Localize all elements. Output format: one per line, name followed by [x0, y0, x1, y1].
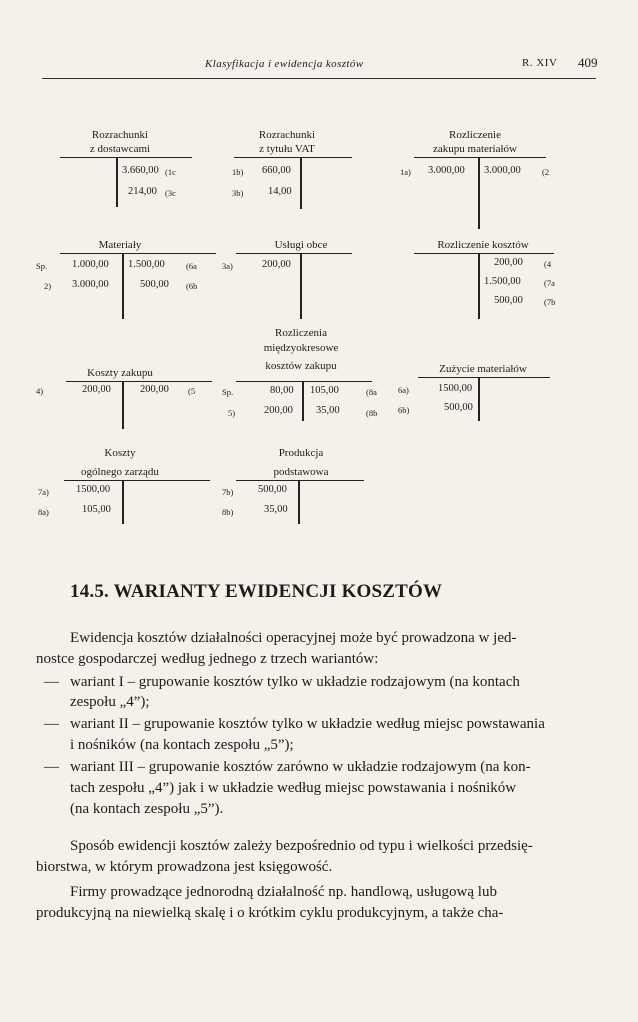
running-header-title: Klasyfikacja i ewidencja kosztów — [205, 58, 364, 70]
entry-ref: (7a — [544, 278, 555, 288]
account-divider — [478, 377, 480, 421]
account-name-line: kosztów zakupu — [265, 360, 337, 372]
account-name-line: podstawowa — [273, 466, 329, 478]
account-top-bar — [234, 157, 352, 158]
bullet-line: i nośników (na kontach zespołu „5”); — [70, 737, 294, 753]
entry-ref: (7b — [544, 297, 556, 307]
account-name-line: zakupu materiałów — [433, 143, 517, 155]
account-name-line: Produkcja — [278, 447, 324, 459]
debit-value: 80,00 — [270, 385, 294, 396]
account-name-line: z dostawcami — [89, 143, 151, 155]
debit-value: 3.000,00 — [72, 279, 109, 290]
debit-value: 200,00 — [262, 259, 291, 270]
account-name-line: Materiały — [98, 239, 142, 251]
credit-value: 1.500,00 — [484, 276, 521, 287]
section-heading: 14.5. WARIANTY EWIDENCJI KOSZTÓW — [70, 581, 443, 602]
bullet-line: zespołu „4”); — [70, 694, 150, 710]
account-divider — [298, 480, 300, 524]
entry-label: Sp. — [36, 261, 48, 271]
account-divider — [302, 381, 304, 421]
account-divider — [478, 157, 480, 229]
bullet-dash: — — [44, 759, 59, 775]
account-name-line: Usługi obce — [274, 239, 328, 251]
credit-value: 1.500,00 — [128, 259, 165, 270]
entry-ref: (4 — [544, 259, 552, 269]
bullet-line: wariant I – grupowanie kosztów tylko w układzie rodzajowym (na kontach — [70, 674, 520, 690]
entry-label: 3b) — [232, 188, 244, 198]
account-name-line: ogólnego zarządu — [81, 466, 159, 478]
credit-value: 200,00 — [140, 384, 169, 395]
account-name-line: Koszty — [104, 447, 136, 459]
chapter-label: R. XIV — [522, 57, 558, 69]
entry-label: 8b) — [222, 507, 234, 517]
paragraph-line: Ewidencja kosztów działalności operacyjnej może być prowadzona w jed- — [70, 630, 517, 646]
entry-label: Sp. — [222, 387, 234, 397]
bullet-dash: — — [44, 674, 59, 690]
entry-ref: (5 — [188, 386, 196, 396]
account-top-bar — [418, 377, 550, 378]
credit-value: 105,00 — [310, 385, 339, 396]
credit-value: 500,00 — [140, 279, 169, 290]
debit-value: 3.000,00 — [428, 165, 465, 176]
account-name-line: międzyokresowe — [263, 342, 339, 354]
bullet-dash: — — [44, 716, 59, 732]
entry-label: 7a) — [38, 487, 49, 497]
account-name-line: z tytułu VAT — [259, 143, 315, 155]
page-number: 409 — [578, 55, 598, 70]
paragraph-line: Sposób ewidencji kosztów zależy bezpośrednio od typu i wielkości przedsię- — [70, 838, 533, 854]
account-name-line: Rozrachunki — [258, 129, 316, 141]
credit-value: 3.660,00 — [122, 165, 159, 176]
entry-label: 1b) — [232, 167, 244, 177]
entry-label: 8a) — [38, 507, 49, 517]
entry-ref: (6a — [186, 261, 197, 271]
entry-label: 5) — [228, 408, 236, 418]
paragraph-line: biorstwa, w którym prowadzona jest księgowość. — [36, 859, 333, 875]
account-name-line: Rozliczenie kosztów — [437, 239, 529, 251]
account-top-bar — [60, 253, 216, 254]
entry-ref: (6b — [186, 281, 198, 291]
account-divider — [478, 253, 480, 319]
paragraph-line: Firmy prowadzące jednorodną działalność np. handlową, usługową lub — [70, 884, 497, 900]
credit-value: 214,00 — [128, 186, 157, 197]
entry-ref: (8b — [366, 408, 378, 418]
account-name-line: Koszty zakupu — [87, 367, 153, 379]
account-name-line: Rozliczenia — [275, 327, 327, 339]
entry-label: 6a) — [398, 385, 409, 395]
account-divider — [116, 157, 118, 207]
account-name-line: Rozrachunki — [91, 129, 149, 141]
debit-value: 1.000,00 — [72, 259, 109, 270]
account-top-bar — [414, 157, 546, 158]
account-name-line: Rozliczenie — [449, 129, 501, 141]
account-top-bar — [414, 253, 554, 254]
account-top-bar — [60, 157, 192, 158]
debit-value: 14,00 — [268, 186, 292, 197]
account-top-bar — [236, 381, 372, 382]
credit-value: 200,00 — [494, 257, 523, 268]
account-name-line: Zużycie materiałów — [439, 363, 527, 375]
debit-value: 200,00 — [264, 405, 293, 416]
entry-label: 3a) — [222, 261, 233, 271]
account-top-bar — [64, 480, 210, 481]
debit-value: 660,00 — [262, 165, 291, 176]
debit-value: 1500,00 — [76, 484, 111, 495]
bullet-line: wariant III – grupowanie kosztów zarówno w układzie rodzajowym (na kon- — [70, 759, 531, 775]
debit-value: 1500,00 — [438, 383, 473, 394]
credit-value: 35,00 — [316, 405, 340, 416]
account-top-bar — [236, 480, 364, 481]
bullet-line: (na kontach zespołu „5”). — [70, 801, 224, 817]
account-divider — [122, 480, 124, 524]
entry-label: 6b) — [398, 405, 410, 415]
credit-value: 500,00 — [494, 295, 523, 306]
paragraph-line: nostce gospodarczej według jednego z trzech wariantów: — [36, 651, 379, 667]
entry-label: 2) — [44, 281, 52, 291]
debit-value: 200,00 — [82, 384, 111, 395]
debit-value: 500,00 — [258, 484, 287, 495]
entry-ref: (8a — [366, 387, 377, 397]
account-top-bar — [66, 381, 212, 382]
account-divider — [300, 253, 302, 319]
account-top-bar — [236, 253, 352, 254]
credit-value: 3.000,00 — [484, 165, 521, 176]
entry-label: 1a) — [400, 167, 411, 177]
entry-ref: (2 — [542, 167, 550, 177]
account-divider — [122, 253, 124, 319]
entry-label: 7b) — [222, 487, 234, 497]
debit-value: 35,00 — [264, 504, 288, 515]
debit-value: 500,00 — [444, 402, 473, 413]
bullet-line: wariant II – grupowanie kosztów tylko w układzie według miejsc powstawania — [70, 716, 545, 732]
entry-label: 4) — [36, 386, 44, 396]
debit-value: 105,00 — [82, 504, 111, 515]
header-rule — [42, 78, 596, 79]
account-divider — [122, 381, 124, 429]
paragraph-line: produkcyjną na niewielką skalę i o krótkim cyklu produkcyjnym, a także cha- — [36, 905, 504, 921]
entry-ref: (1c — [165, 167, 176, 177]
bullet-line: tach zespołu „4”) jak i w układzie według miejsc powstawania i nośników — [70, 780, 517, 796]
account-divider — [300, 157, 302, 209]
entry-ref: (3c — [165, 188, 176, 198]
